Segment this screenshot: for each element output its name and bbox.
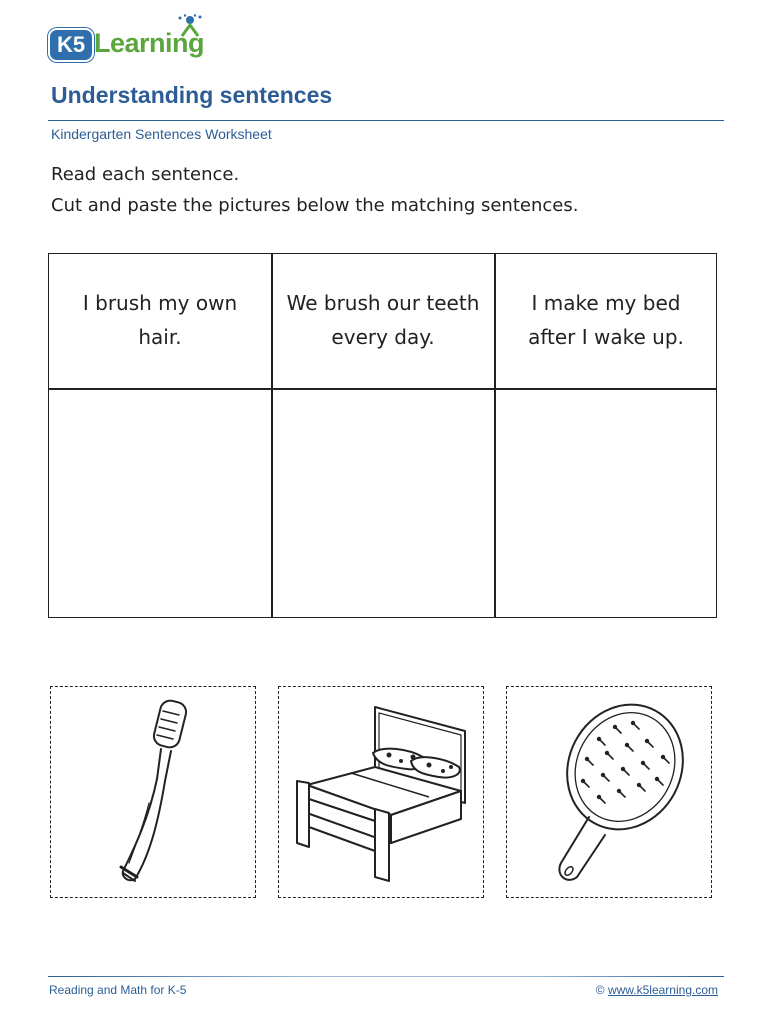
sentence-cell-2 [272, 286, 494, 354]
sentence-2-line-2: every day. [331, 325, 435, 349]
cutout-bed [278, 686, 484, 898]
k5-learning-logo [48, 14, 218, 60]
page-subtitle: Kindergarten Sentences Worksheet [51, 126, 272, 142]
hairbrush-icon [507, 687, 713, 899]
toothbrush-icon [51, 687, 257, 899]
sentence-2-line-1: We brush our teeth [286, 291, 480, 315]
row-divider [49, 388, 716, 390]
sentence-3-line-1: I make my bed [531, 291, 681, 315]
footer-divider [48, 976, 724, 977]
bed-icon [279, 687, 485, 899]
instruction-read: Read each sentence. [51, 164, 240, 185]
sentence-table [48, 253, 717, 618]
sentence-3-line-2: after I wake up. [528, 325, 684, 349]
footer-copyright [596, 983, 718, 997]
sentence-1-line-1: I brush my own [82, 291, 238, 315]
sentence-cell-1 [49, 286, 271, 354]
cutout-hairbrush [506, 686, 712, 898]
footer-tagline: Reading and Math for K-5 [49, 983, 187, 997]
website-link[interactable]: www.k5learning.com [607, 983, 718, 997]
sentence-cell-3 [495, 286, 717, 354]
logo-wordmark: Learning [94, 28, 205, 58]
title-divider [48, 120, 724, 121]
logo-figure-icon [172, 14, 208, 38]
sentence-1-line-2: hair. [138, 325, 182, 349]
copyright-symbol: © [595, 983, 605, 997]
instruction-cut-paste: Cut and paste the pictures below the matching sentences. [51, 195, 579, 216]
cutout-toothbrush [50, 686, 256, 898]
logo-badge: K5 [48, 28, 94, 62]
page-title: Understanding sentences [51, 82, 333, 108]
